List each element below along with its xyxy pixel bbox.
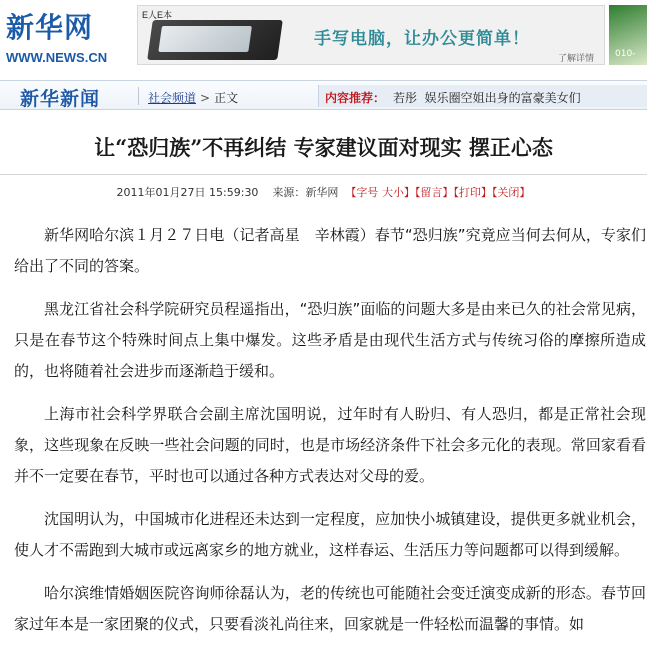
recommend-label: 内容推荐：	[325, 91, 386, 105]
breadcrumb-separator: >	[200, 91, 211, 105]
title-divider	[0, 174, 647, 175]
nav-divider	[138, 87, 139, 105]
article-meta	[0, 184, 647, 200]
xinhua-logo[interactable]	[6, 4, 116, 64]
source-label: 来源：	[272, 186, 306, 199]
paragraph: 哈尔滨维情婚姻医院咨询师徐磊认为，老的传统也可能随社会变迁演变成新的形态。春节回家过年本是一家团聚的仪式，只要看淡礼尚往来，回家就是一件轻松而温馨的事情。如	[14, 584, 646, 633]
side-advertisement[interactable]	[609, 5, 647, 65]
advertisement-banner[interactable]	[137, 5, 605, 65]
paragraph: 上海市社会科学界联合会副主席沈国明说，过年时有人盼归、有人恐归，都是正常社会现象，这些现象在反映一些社会问题的同时，也是市场经济条件下社会多元化的表现。常回家看看并不一定要在春节，平时也可以通过各种方式表达对父母的爱。	[14, 405, 646, 485]
breadcrumb	[148, 89, 238, 106]
breadcrumb-current: 正文	[214, 91, 239, 105]
article-body	[14, 220, 646, 652]
publish-date: 2011年01月27日 15:59:30	[116, 186, 259, 199]
logo-chinese: 新华网	[6, 11, 94, 44]
recommend-links	[393, 89, 581, 106]
paragraph: 黑龙江省社会科学院研究员程遥指出，“恐归族”面临的问题大多是由来已久的社会常见病，只是在春节这个特殊时间点上集中爆发。这些矛盾是由现代生活方式与传统习俗的摩擦所造成的，也将随着社会进步而逐渐趋于缓和。	[14, 300, 646, 380]
nav-bar	[0, 80, 647, 110]
comment-link[interactable]: 【留言】	[414, 186, 454, 199]
logo-url: WWW.NEWS.CN	[6, 50, 108, 65]
ad-more-link[interactable]: 了解详情	[558, 54, 595, 64]
close-link[interactable]: 【关闭】	[491, 186, 531, 199]
tablet-image	[147, 20, 283, 60]
recommend-link-1[interactable]: 若彤	[393, 91, 418, 105]
article-title: 让“恐归族”不再纠结 专家建议面对现实 摆正心态	[94, 135, 553, 160]
source-name[interactable]: 新华网	[305, 186, 339, 199]
xinhua-news-logo[interactable]: 新华新闻	[20, 88, 101, 110]
side-ad-text: 010-	[615, 49, 636, 59]
top-banner	[0, 0, 647, 70]
ad-brand: E人E本	[142, 10, 173, 20]
ad-slogan: 手写电脑，让办公更简单！	[314, 29, 530, 49]
paragraph: 沈国明认为，中国城市化进程还未达到一定程度，应加快小城镇建设，提供更多就业机会，使人才不需跑到大城市或远离家乡的地方就业，这样春运、生活压力等问题都可以得到缓解。	[14, 510, 646, 559]
recommend-link-2[interactable]: 娱乐圈空姐出身的富豪美女们	[424, 91, 581, 105]
paragraph: 新华网哈尔滨１月２７日电（记者高星 辛林霞）春节“恐归族”究竟应当何去何从，专家们给出了不同的答案。	[14, 226, 646, 275]
content-recommend	[318, 85, 647, 107]
font-size-label: 【字号	[345, 186, 379, 199]
print-link[interactable]: 【打印】	[453, 186, 492, 199]
font-size-large-button[interactable]: 大	[381, 186, 393, 199]
breadcrumb-channel-link[interactable]: 社会频道	[148, 91, 197, 105]
font-size-small-button[interactable]: 小】	[392, 186, 415, 199]
